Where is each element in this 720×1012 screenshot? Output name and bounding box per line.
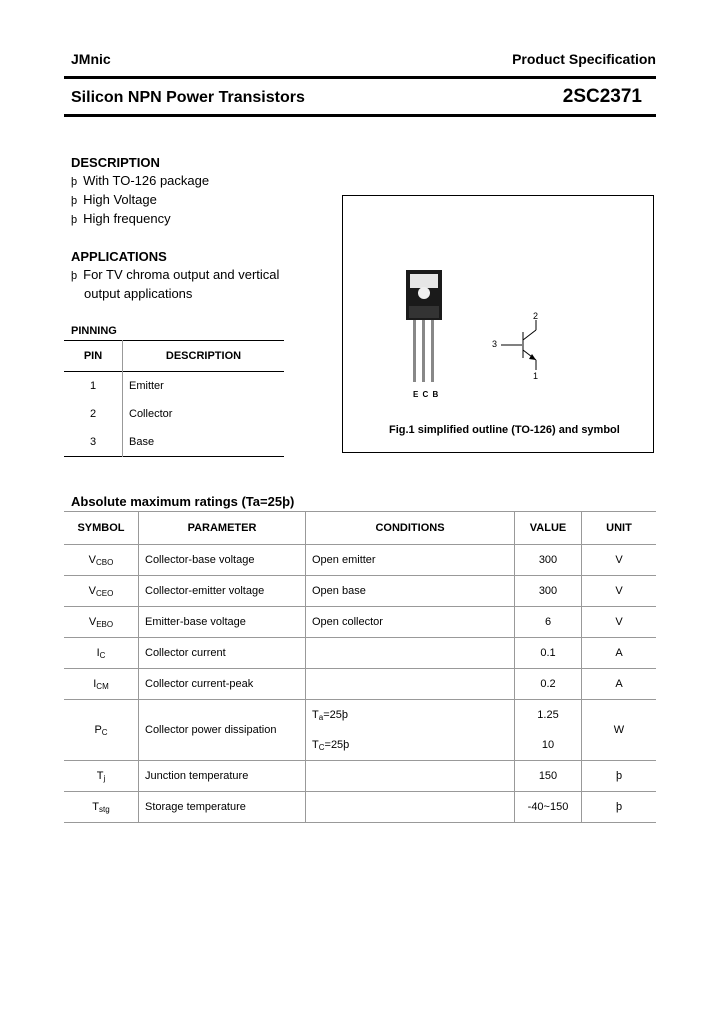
- value-cell: [515, 700, 582, 761]
- pin-number: 2: [89, 408, 97, 420]
- pin1-label: 1: [533, 371, 539, 381]
- header-rule-top: [64, 76, 656, 79]
- value-cell: -40~150: [515, 792, 582, 823]
- unit-cell: A: [582, 669, 657, 700]
- parameter-cell: Collector power dissipation: [139, 700, 306, 761]
- value-line: 1.25: [537, 709, 559, 721]
- table-row: [64, 669, 656, 700]
- description-item: þ With TO-126 package: [71, 173, 210, 188]
- symbol-cell: $T_{stg}$: [92, 800, 110, 814]
- description-heading: DESCRIPTION: [71, 155, 160, 170]
- table-row: [64, 372, 284, 401]
- doc-type: Product Specification: [512, 51, 656, 67]
- parameter-cell: Collector-base voltage: [139, 545, 306, 576]
- parameter-cell: Collector-emitter voltage: [139, 576, 306, 607]
- product-title: Silicon NPN Power Transistors: [71, 89, 305, 106]
- unit-cell: þ: [582, 792, 657, 823]
- col-parameter: PARAMETER: [139, 512, 306, 545]
- unit-cell: þ: [582, 761, 657, 792]
- pin-description: Collector: [123, 400, 285, 428]
- condition-line: $T_a=25þ$: [312, 709, 348, 722]
- pin2-label: 2: [533, 311, 539, 321]
- unit-cell: V: [582, 576, 657, 607]
- description-item: þ High Voltage: [71, 192, 157, 207]
- ratings-heading: Absolute maximum ratings (Ta=25þ): [71, 494, 295, 509]
- parameter-cell: Storage temperature: [139, 792, 306, 823]
- value-cell: 300: [515, 545, 582, 576]
- parameter-cell: Collector current: [139, 638, 306, 669]
- unit-cell: W: [582, 700, 657, 761]
- pin-description: Base: [123, 428, 285, 457]
- symbol-cell: $P_C$: [94, 723, 108, 737]
- conditions-cell: [306, 700, 515, 761]
- bullet-icon: þ: [71, 195, 78, 207]
- table-row: [64, 545, 656, 576]
- unit-cell: V: [582, 607, 657, 638]
- bullet-icon: þ: [71, 270, 78, 282]
- parameter-cell: Collector current-peak: [139, 669, 306, 700]
- table-row: [64, 638, 656, 669]
- value-line: 10: [541, 739, 555, 751]
- col-value: VALUE: [515, 512, 582, 545]
- symbol-cell: $I_C$: [96, 646, 106, 660]
- symbol-cell: $I_{CM}$: [93, 677, 109, 691]
- conditions-cell: [306, 669, 515, 700]
- conditions-cell: [306, 761, 515, 792]
- col-unit: UNIT: [582, 512, 657, 545]
- pin-description: Emitter: [123, 372, 285, 401]
- table-row: [64, 792, 656, 823]
- table-row: [64, 428, 284, 457]
- unit-cell: A: [582, 638, 657, 669]
- package-outline-image: [343, 196, 653, 452]
- table-row: [64, 607, 656, 638]
- part-number: 2SC2371: [562, 86, 642, 107]
- conditions-cell: [306, 792, 515, 823]
- applications-item: þ For TV chroma output and vertical: [71, 267, 280, 282]
- pin-number: 1: [89, 380, 97, 392]
- table-row: [64, 700, 656, 761]
- symbol-cell: $V_{CBO}$: [88, 553, 114, 567]
- npn-symbol-icon: [501, 320, 536, 370]
- header-rule-bottom: [64, 114, 656, 117]
- conditions-cell: [306, 638, 515, 669]
- company-name: JMnic: [71, 51, 111, 67]
- value-cell: 6: [515, 607, 582, 638]
- parameter-cell: Junction temperature: [139, 761, 306, 792]
- value-cell: 0.2: [515, 669, 582, 700]
- bullet-icon: þ: [71, 214, 78, 226]
- conditions-cell: Open emitter: [306, 545, 515, 576]
- table-row: [64, 761, 656, 792]
- value-cell: 0.1: [515, 638, 582, 669]
- symbol-cell: $V_{CEO}$: [88, 584, 114, 598]
- bullet-icon: þ: [71, 176, 78, 188]
- symbol-cell: $V_{EBO}$: [88, 615, 114, 629]
- applications-item-cont: output applications: [84, 286, 193, 301]
- applications-heading: APPLICATIONS: [71, 249, 167, 264]
- value-cell: 150: [515, 761, 582, 792]
- pinning-header-row: [64, 341, 284, 372]
- ratings-table: [64, 511, 656, 823]
- symbol-cell: $T_j$: [96, 769, 106, 783]
- col-description: DESCRIPTION: [123, 341, 285, 372]
- figure-caption: Fig.1 simplified outline (TO-126) and symbol: [389, 424, 620, 436]
- value-cell: 300: [515, 576, 582, 607]
- unit-cell: V: [582, 545, 657, 576]
- pin3-label: 3: [492, 339, 498, 349]
- figure-box: [342, 195, 654, 453]
- table-row: [64, 576, 656, 607]
- pin-number: 3: [89, 436, 97, 448]
- col-symbol: SYMBOL: [77, 522, 125, 534]
- parameter-cell: Emitter-base voltage: [139, 607, 306, 638]
- package-labels: E C B: [413, 390, 440, 399]
- pinning-table: [64, 340, 284, 457]
- conditions-cell: Open collector: [306, 607, 515, 638]
- condition-line: $T_C=25þ$: [312, 739, 350, 752]
- table-row: [64, 400, 284, 428]
- conditions-cell: Open base: [306, 576, 515, 607]
- pinning-heading: PINNING: [71, 325, 117, 337]
- ratings-header-row: [64, 512, 656, 545]
- description-item: þ High frequency: [71, 211, 171, 226]
- col-conditions: CONDITIONS: [306, 512, 515, 545]
- col-pin: PIN: [83, 350, 103, 362]
